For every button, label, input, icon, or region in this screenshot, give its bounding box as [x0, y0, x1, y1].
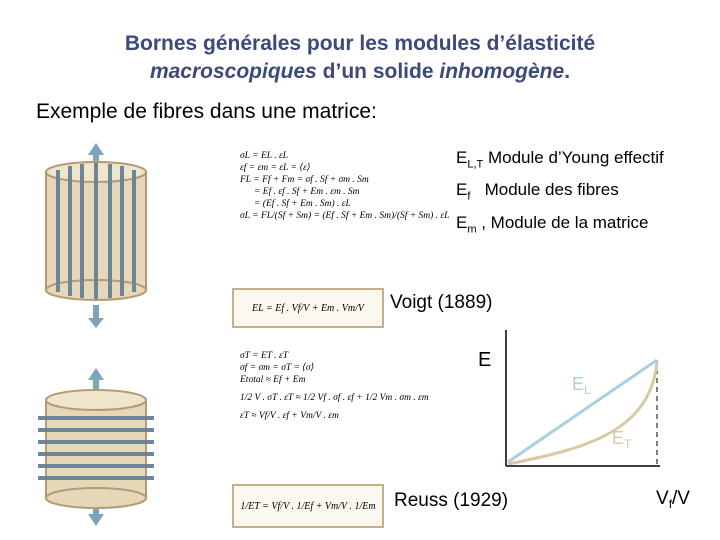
graph-x-label: $V_f/V$: [656, 488, 690, 511]
title-end: .: [564, 60, 571, 83]
transverse-fiber-cylinder: [38, 368, 154, 526]
modulus-bounds-graph: [478, 330, 690, 511]
legend-item-ef: $E_f$ Module des fibres: [456, 180, 619, 203]
title-middle: d’un solide: [316, 60, 440, 83]
reuss-result-box: 1/ET = Vf/V . 1/Ef + Vm/V . 1/Em: [232, 484, 384, 528]
voigt-eq-line: = Ef . εf . Sf + Em . εm . Sm: [254, 187, 360, 197]
reuss-eq-line: σf = σm = σT = ⟨σ⟩: [240, 363, 315, 373]
reuss-eq-line: εT ≈ Vf/V . εf + Vm/V . εm: [240, 411, 339, 421]
voigt-eq-line: = (Ef . Sf + Em . Sm) . εL: [254, 199, 351, 209]
voigt-equations: [240, 150, 449, 222]
reuss-eq-line: Etotal ≈ Ef + Em: [240, 375, 306, 385]
curve-el-label: $E_L$: [572, 374, 591, 397]
voigt-eq-line: σL = EL . εL: [240, 151, 289, 161]
longitudinal-fiber-cylinder: [46, 143, 146, 328]
legend-item-em: $E_m$ , Module de la matrice: [456, 212, 649, 236]
voigt-result-box: EL = Ef . Vf/V + Em . Vm/V: [232, 288, 384, 328]
reuss-eq-line: 1/2 V . σT . εT ≈ 1/2 Vf . σf . εf + 1/2 Vm . σm . εm: [240, 393, 429, 403]
reuss-equations: [240, 350, 429, 422]
title-line-1: Bornes générales pour les modules d’élasticité: [124, 32, 596, 55]
voigt-eq-line: FL = Ff + Fm = σf . Sf + σm . Sm: [240, 175, 369, 185]
title-italic-b: inhomogène: [439, 60, 565, 83]
voigt-eq-line: εf = εm = εL = ⟨ε⟩: [240, 163, 311, 173]
legend-item-elt: $E_{L,T}$ Module d’Young effectif: [456, 148, 664, 171]
subtitle: Exemple de fibres dans une matrice:: [36, 100, 377, 123]
reuss-eq-line: σT = ET . εT: [240, 351, 289, 361]
curve-et-label: $E_T$: [612, 428, 632, 451]
voigt-eq-line: σL = FL/(Sf + Sm) = (Ef . Sf + Em . Sm)/(Sf + Sm) . εL: [240, 211, 450, 221]
reuss-label: Reuss (1929): [394, 490, 509, 511]
voigt-label: Voigt (1889): [390, 292, 493, 313]
title-italic-a: macroscopiques: [149, 60, 317, 83]
graph-y-label: E: [478, 349, 492, 371]
